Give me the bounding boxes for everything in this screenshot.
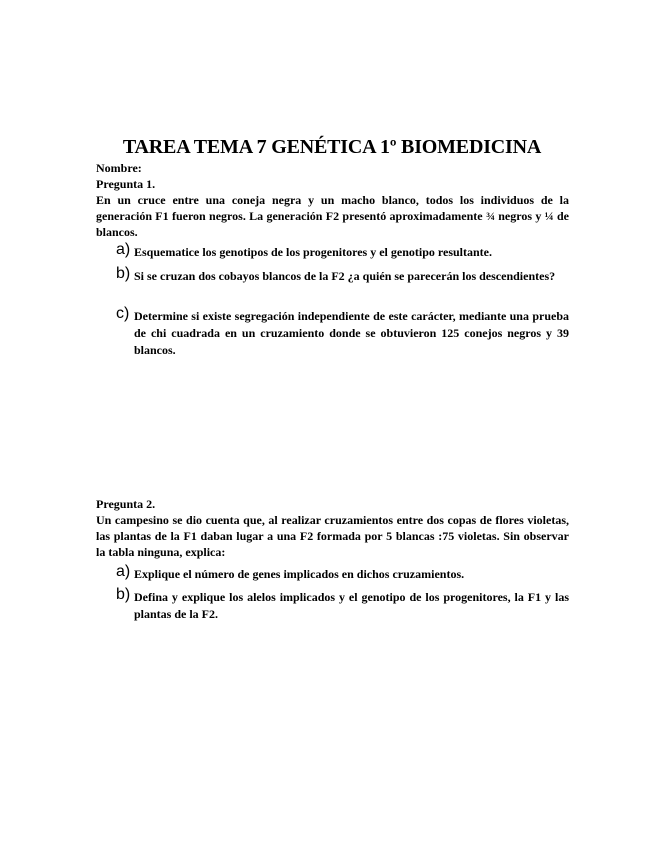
item-text: Determine si existe segregación independiente de este carácter, mediante una prueba de chi cuadrada en un cruzamiento donde se obtuvieron 125 conejos negros y 39 blancos. bbox=[134, 309, 569, 357]
question-1-heading: Pregunta 1. bbox=[96, 177, 156, 191]
item-letter: a) bbox=[116, 563, 131, 580]
item-text: Explique el número de genes implicados en dichos cruzamientos. bbox=[134, 567, 465, 581]
name-label: Nombre: bbox=[96, 161, 142, 175]
item-text: Esquematice los genotipos de los progenitores y el genotipo resultante. bbox=[134, 245, 492, 259]
item-text: Si se cruzan dos cobayos blancos de la F2 ¿a quién se parecerán los descendientes? bbox=[134, 269, 556, 283]
question-2-statement: Un campesino se dio cuenta que, al realizar cruzamientos entre dos copas de flores violetas, las plantas de la F1 daban lugar a una F2 formada por 5 blancas :75 violetas. Sin observar la tabla ninguna, explica: bbox=[96, 513, 569, 559]
question-1-item-a bbox=[116, 241, 569, 261]
item-letter: b) bbox=[116, 265, 131, 282]
item-text: Defina y explique los alelos implicados y el genotipo de los progenitores, la F1 y las plantas de la F2. bbox=[134, 590, 569, 621]
document-title: TAREA TEMA 7 GENÉTICA 1º BIOMEDICINA bbox=[122, 136, 542, 158]
question-2-item-b bbox=[116, 586, 569, 623]
question-1-item-c bbox=[116, 305, 569, 359]
item-letter: c) bbox=[116, 305, 130, 322]
question-2-heading: Pregunta 2. bbox=[96, 497, 156, 511]
question-2-item-a bbox=[116, 563, 569, 583]
question-1-item-b bbox=[116, 265, 569, 285]
item-letter: b) bbox=[116, 586, 131, 603]
item-letter: a) bbox=[116, 241, 131, 258]
question-1-statement: En un cruce entre una coneja negra y un macho blanco, todos los individuos de la generación F1 fueron negros. La generación F2 presentó aproximadamente ¾ negros y ¼ de blancos. bbox=[96, 193, 569, 239]
